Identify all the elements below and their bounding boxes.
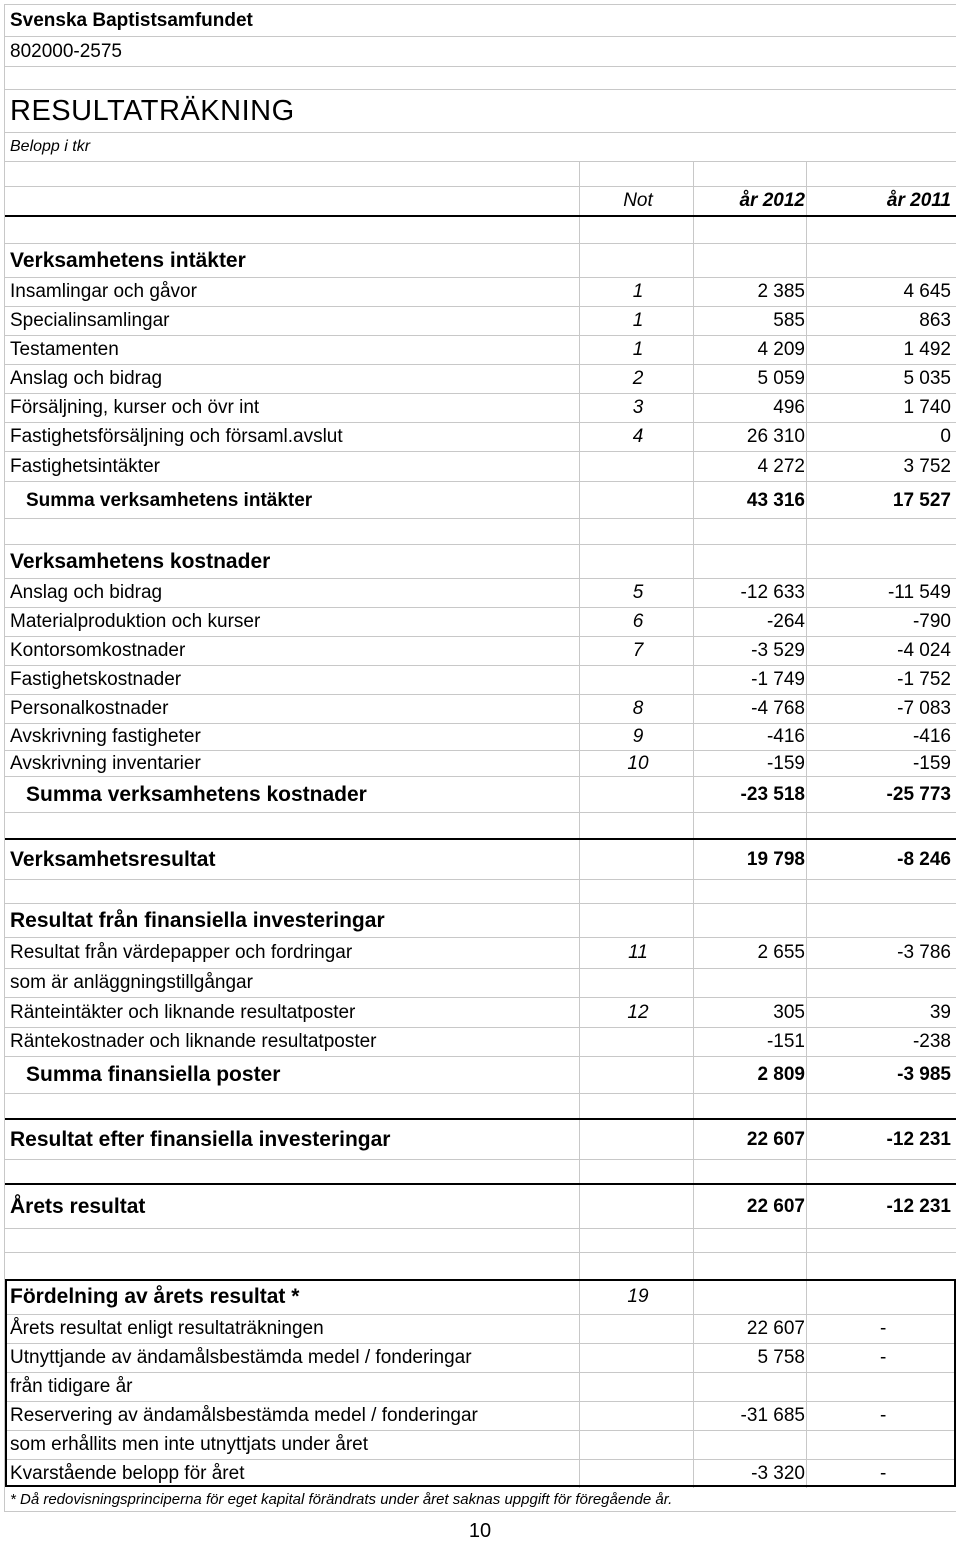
income-row-2012: 4 209 bbox=[757, 339, 805, 360]
op-result-2011: -8 246 bbox=[897, 848, 951, 870]
allocation-row-2012: -3 320 bbox=[751, 1463, 805, 1484]
income-sum-2012: 43 316 bbox=[746, 489, 805, 511]
income-row-label: Specialinsamlingar bbox=[10, 310, 170, 331]
page-title: RESULTATRÄKNING bbox=[10, 94, 295, 127]
cost-row-2011: -7 083 bbox=[897, 698, 951, 719]
income-sum-2011: 17 527 bbox=[892, 489, 951, 511]
op-result-label: Verksamhetsresultat bbox=[10, 847, 216, 871]
financial-row-label: Räntekostnader och liknande resultatposter bbox=[10, 1031, 377, 1052]
income-row-label: Fastighetsintäkter bbox=[10, 455, 160, 477]
cost-row-not: 10 bbox=[627, 752, 649, 774]
financial-row-2011 bbox=[810, 969, 951, 997]
spacer-row bbox=[5, 1253, 956, 1280]
spacer-row bbox=[5, 813, 956, 840]
cost-row-not: 7 bbox=[632, 640, 644, 661]
cost-row-2011: -790 bbox=[912, 611, 951, 632]
footnote-row bbox=[5, 1488, 956, 1512]
col-header-not: Not bbox=[623, 190, 653, 211]
title-row bbox=[5, 90, 956, 133]
income-row-2011: 3 752 bbox=[903, 455, 951, 477]
financial-row-2011: 39 bbox=[929, 1001, 951, 1023]
income-sum-row bbox=[5, 483, 956, 519]
cost-row-label: Anslag och bidrag bbox=[10, 582, 163, 603]
income-row-label: Fastighetsförsäljning och församl.avslut bbox=[10, 426, 343, 447]
cost-row-not: 8 bbox=[632, 698, 644, 719]
section-heading-row bbox=[5, 904, 956, 938]
income-row-2012: 496 bbox=[773, 397, 805, 418]
financial-row-not bbox=[583, 969, 693, 997]
costs-heading: Verksamhetens kostnader bbox=[10, 549, 271, 573]
income-row-not: 4 bbox=[632, 426, 644, 447]
org-number: 802000-2575 bbox=[10, 40, 122, 62]
cost-row-2012: -416 bbox=[766, 726, 805, 747]
after-fin-2011: -12 231 bbox=[886, 1128, 951, 1150]
income-row-2012: 2 385 bbox=[757, 281, 805, 302]
amount-unit: Belopp i tkr bbox=[10, 138, 91, 155]
year-result-2012: 22 607 bbox=[746, 1195, 805, 1217]
allocation-row-2012: 5 758 bbox=[757, 1347, 805, 1368]
allocation-row-label: Reservering av ändamålsbestämda medel / fonderingar bbox=[10, 1405, 478, 1426]
financial-sum-label: Summa finansiella poster bbox=[26, 1063, 281, 1086]
financial-row-not: 11 bbox=[628, 942, 648, 963]
cost-row bbox=[5, 637, 956, 666]
cost-row bbox=[5, 579, 956, 608]
cost-row bbox=[5, 724, 956, 751]
income-row-label: Anslag och bidrag bbox=[10, 368, 163, 389]
allocation-row-2012: 22 607 bbox=[746, 1318, 805, 1339]
cost-row-2011: -4 024 bbox=[897, 640, 951, 661]
cost-row-not: 5 bbox=[632, 582, 644, 603]
costs-sum-2011: -25 773 bbox=[886, 783, 951, 805]
spacer-row bbox=[5, 162, 956, 187]
cost-row-label: Fastighetskostnader bbox=[10, 669, 182, 690]
income-row-2012: 585 bbox=[773, 310, 805, 331]
allocation-not: 19 bbox=[627, 1286, 649, 1307]
cost-row-2012: -159 bbox=[766, 752, 805, 774]
financial-sum-2011: -3 985 bbox=[897, 1064, 951, 1085]
allocation-row-label: Utnyttjande av ändamålsbestämda medel / fonderingar bbox=[10, 1347, 472, 1368]
income-row bbox=[5, 307, 956, 336]
financial-row-label: Ränteintäkter och liknande resultatposter bbox=[10, 1001, 356, 1023]
col-header-2011: år 2011 bbox=[886, 190, 951, 211]
financial-row bbox=[5, 998, 956, 1028]
financial-sum-row bbox=[5, 1057, 956, 1094]
income-row-label: Insamlingar och gåvor bbox=[10, 281, 197, 302]
cost-row bbox=[5, 695, 956, 724]
income-row-not: 2 bbox=[632, 368, 644, 389]
section-heading-row bbox=[5, 545, 956, 579]
income-row-not: 1 bbox=[632, 339, 644, 360]
allocation-row-2011: - bbox=[880, 1405, 887, 1426]
income-row-2011: 0 bbox=[940, 426, 951, 447]
allocation-footnote: * Då redovisningsprinciperna för eget kapital förändrats under året saknas uppgift för föregående år. bbox=[10, 1491, 673, 1508]
income-row-not: 1 bbox=[632, 310, 644, 331]
org-number-row bbox=[5, 37, 956, 67]
costs-sum-label: Summa verksamhetens kostnader bbox=[26, 782, 367, 806]
income-row bbox=[5, 336, 956, 365]
income-row-2011: 4 645 bbox=[903, 281, 951, 302]
income-row-label: Testamenten bbox=[10, 339, 119, 360]
financial-sum-2012: 2 809 bbox=[757, 1064, 805, 1085]
spreadsheet bbox=[4, 4, 956, 1512]
income-row-not: 1 bbox=[632, 281, 644, 302]
financial-row-2011: -3 786 bbox=[897, 942, 951, 963]
financial-row bbox=[5, 969, 956, 998]
year-result-2011: -12 231 bbox=[886, 1195, 951, 1217]
cost-row-label: Avskrivning fastigheter bbox=[10, 726, 201, 747]
financial-heading: Resultat från finansiella investeringar bbox=[10, 908, 385, 932]
cost-row-not: 9 bbox=[632, 726, 644, 747]
income-row bbox=[5, 394, 956, 423]
allocation-row-label: från tidigare år bbox=[10, 1376, 133, 1397]
year-result-label: Årets resultat bbox=[10, 1194, 146, 1218]
income-row bbox=[5, 452, 956, 482]
cost-row bbox=[5, 666, 956, 695]
financial-row-label: Resultat från värdepapper och fordringar bbox=[10, 942, 353, 963]
allocation-box-border bbox=[5, 1279, 956, 1487]
spacer-row bbox=[5, 67, 956, 90]
income-row-label: Försäljning, kurser och övr int bbox=[10, 397, 260, 418]
allocation-row-2011: - bbox=[880, 1318, 887, 1339]
subtitle-row bbox=[5, 133, 956, 162]
financial-row bbox=[5, 1028, 956, 1057]
cost-row-not: 6 bbox=[632, 611, 644, 632]
income-row-2012: 5 059 bbox=[757, 368, 805, 389]
after-fin-2012: 22 607 bbox=[746, 1128, 805, 1150]
income-row bbox=[5, 365, 956, 394]
cost-row-label: Kontorsomkostnader bbox=[10, 640, 186, 661]
cost-row-2012: -12 633 bbox=[740, 582, 805, 603]
cost-row-2012: -4 768 bbox=[751, 698, 805, 719]
financial-row-2012 bbox=[697, 969, 805, 997]
op-result-row bbox=[5, 840, 956, 880]
org-name-row bbox=[5, 5, 956, 37]
column-header-row bbox=[5, 187, 956, 217]
cost-row-label: Materialproduktion och kurser bbox=[10, 611, 261, 632]
allocation-row-label: Årets resultat enligt resultaträkningen bbox=[10, 1318, 324, 1339]
op-result-2012: 19 798 bbox=[746, 848, 805, 870]
cost-row-2012: -1 749 bbox=[751, 669, 805, 690]
allocation-row-2012: -31 685 bbox=[740, 1405, 805, 1426]
income-row bbox=[5, 423, 956, 452]
spacer-row bbox=[5, 1160, 956, 1185]
allocation-row-2011: - bbox=[880, 1463, 887, 1484]
income-row-2011: 1 492 bbox=[903, 339, 951, 360]
financial-row-2012: 2 655 bbox=[757, 942, 805, 963]
allocation-row-label: Kvarstående belopp för året bbox=[10, 1463, 245, 1484]
income-row-not: 3 bbox=[632, 397, 644, 418]
allocation-row-label: som erhållits men inte utnyttjats under året bbox=[10, 1434, 369, 1455]
financial-row-2012: 305 bbox=[773, 1001, 805, 1023]
page-number: 10 bbox=[468, 1520, 492, 1542]
income-row-2012: 4 272 bbox=[757, 455, 805, 477]
after-fin-row bbox=[5, 1120, 956, 1160]
spacer-row bbox=[5, 880, 956, 904]
financial-row-2011: -238 bbox=[912, 1031, 951, 1052]
spacer-row bbox=[5, 217, 956, 244]
income-row-2012: 26 310 bbox=[746, 426, 805, 447]
income-row-not bbox=[583, 452, 693, 481]
col-header-2012: år 2012 bbox=[739, 190, 805, 211]
after-fin-label: Resultat efter finansiella investeringar bbox=[10, 1127, 391, 1151]
income-heading: Verksamhetens intäkter bbox=[10, 248, 246, 272]
cost-row-2011: -159 bbox=[912, 752, 951, 774]
cost-row-2011: -1 752 bbox=[897, 669, 951, 690]
financial-row-not bbox=[583, 1028, 693, 1056]
financial-row-label: som är anläggningstillgångar bbox=[10, 972, 253, 993]
cost-row-label: Avskrivning inventarier bbox=[10, 752, 201, 774]
cost-row-2012: -264 bbox=[766, 611, 805, 632]
income-row bbox=[5, 278, 956, 307]
cost-row-2011: -11 549 bbox=[887, 582, 951, 603]
financial-row-not: 12 bbox=[627, 1001, 649, 1023]
spacer-row bbox=[5, 1094, 956, 1120]
cost-row-2012: -3 529 bbox=[751, 640, 805, 661]
cost-row-not bbox=[583, 666, 693, 694]
financial-row bbox=[5, 938, 956, 969]
cost-row bbox=[5, 751, 956, 777]
spacer-row bbox=[5, 1229, 956, 1253]
year-result-row bbox=[5, 1185, 956, 1229]
allocation-heading: Fördelning av årets resultat * bbox=[10, 1285, 300, 1308]
org-name: Svenska Baptistsamfundet bbox=[10, 9, 253, 31]
income-row-2011: 863 bbox=[919, 310, 951, 331]
cost-row-label: Personalkostnader bbox=[10, 698, 169, 719]
cost-row bbox=[5, 608, 956, 637]
cost-row-2011: -416 bbox=[912, 726, 951, 747]
financial-row-2012: -151 bbox=[766, 1031, 805, 1052]
costs-sum-row bbox=[5, 777, 956, 813]
section-heading-row bbox=[5, 244, 956, 278]
income-row-2011: 1 740 bbox=[903, 397, 951, 418]
allocation-row-2011: - bbox=[880, 1347, 887, 1368]
income-sum-label: Summa verksamhetens intäkter bbox=[26, 489, 313, 511]
spacer-row bbox=[5, 519, 956, 545]
income-row-2011: 5 035 bbox=[903, 368, 951, 389]
costs-sum-2012: -23 518 bbox=[740, 783, 805, 805]
